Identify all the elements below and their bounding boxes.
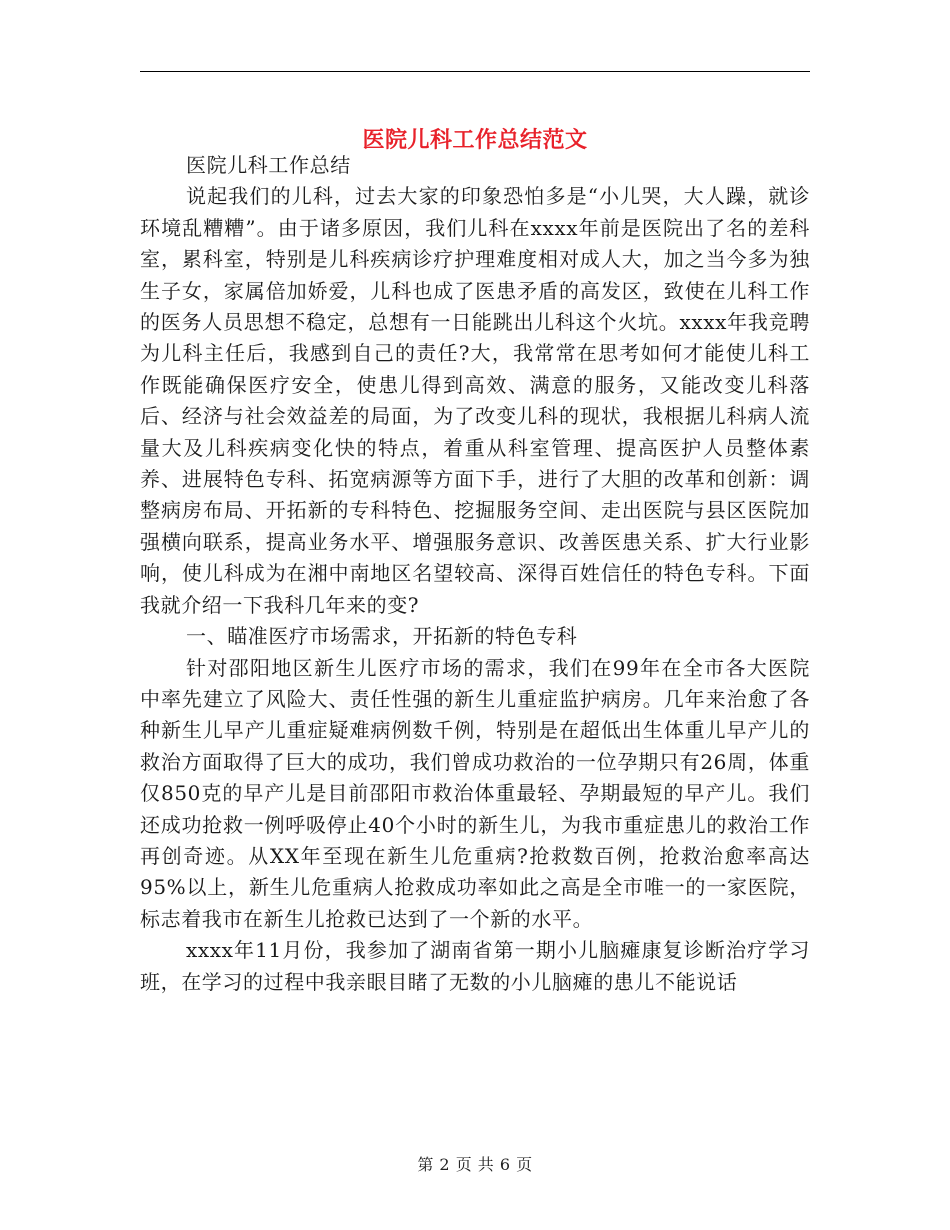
body-paragraph: 说起我们的儿科，过去大家的印象恐怕多是“小儿哭，大人躁，就诊环境乱糟糟”。由于诸多原因，我们儿科在xxxx年前是医院出了名的差科室，累科室，特别是儿科疾病诊疗护理难度相对成人大，加之当今多为独生子女，家属倍加娇爱，儿科也成了医患矛盾的高发区，致使在儿科工作的医务人员思想不稳定，总想有一日能跳出儿科这个火坑。xxxx年我竞聘为儿科主任后，我感到自己的责任?大，我常常在思考如何才能使儿科工作既能确保医疗安全，使患儿得到高效、满意的服务，又能改变儿科落后、经济与社会效益差的局面，为了改变儿科的现状，我根据儿科病人流量大及儿科疾病变化快的特点，着重从科室管理、提高医护人员整体素养、进展特色专科、拓宽病源等方面下手，进行了大胆的改革和创新：调整病房布局、开拓新的专科特色、挖掘服务空间、走出医院与县区医院加强横向联系，提高业务水平、增强服务意识、改善医患关系、扩大行业影响，使儿科成为在湘中南地区名望较高、深得百姓信任的特色专科。下面我就介绍一下我科几年来的变?: [140, 184, 810, 617]
document-body: [140, 150, 810, 998]
subsection-heading: 一、瞄准医疗市场需求，开拓新的特色专科: [186, 624, 578, 649]
section-heading: 医院儿科工作总结: [186, 153, 351, 177]
page-number-footer: 第 2 页 共 6 页: [417, 1155, 533, 1174]
header-rule: [140, 71, 810, 72]
body-paragraph: xxxx年11月份，我参加了湖南省第一期小儿脑瘫康复诊断治疗学习班，在学习的过程中我亲眼目睹了无数的小儿脑瘫的患儿不能说话: [140, 938, 810, 994]
body-paragraph: 针对邵阳地区新生儿医疗市场的需求，我们在99年在全市各大医院中率先建立了风险大、责任性强的新生儿重症监护病房。几年来治愈了各种新生儿早产儿重症疑难病例数千例，特别是在超低出生体重儿早产儿的救治方面取得了巨大的成功，我们曾成功救治的一位孕期只有26周，体重仅850克的早产儿是目前邵阳市救治体重最轻、孕期最短的早产儿。我们还成功抢救一例呼吸停止40个小时的新生儿，为我市重症患儿的救治工作再创奇迹。从XX年至现在新生儿危重病?抢救数百例，抢救治愈率高达95%以上，新生儿危重病人抢救成功率如此之高是全市唯一的一家医院，标志着我市在新生儿抢救已达到了一个新的水平。: [140, 655, 810, 931]
document-title: 医院儿科工作总结范文: [362, 126, 588, 153]
